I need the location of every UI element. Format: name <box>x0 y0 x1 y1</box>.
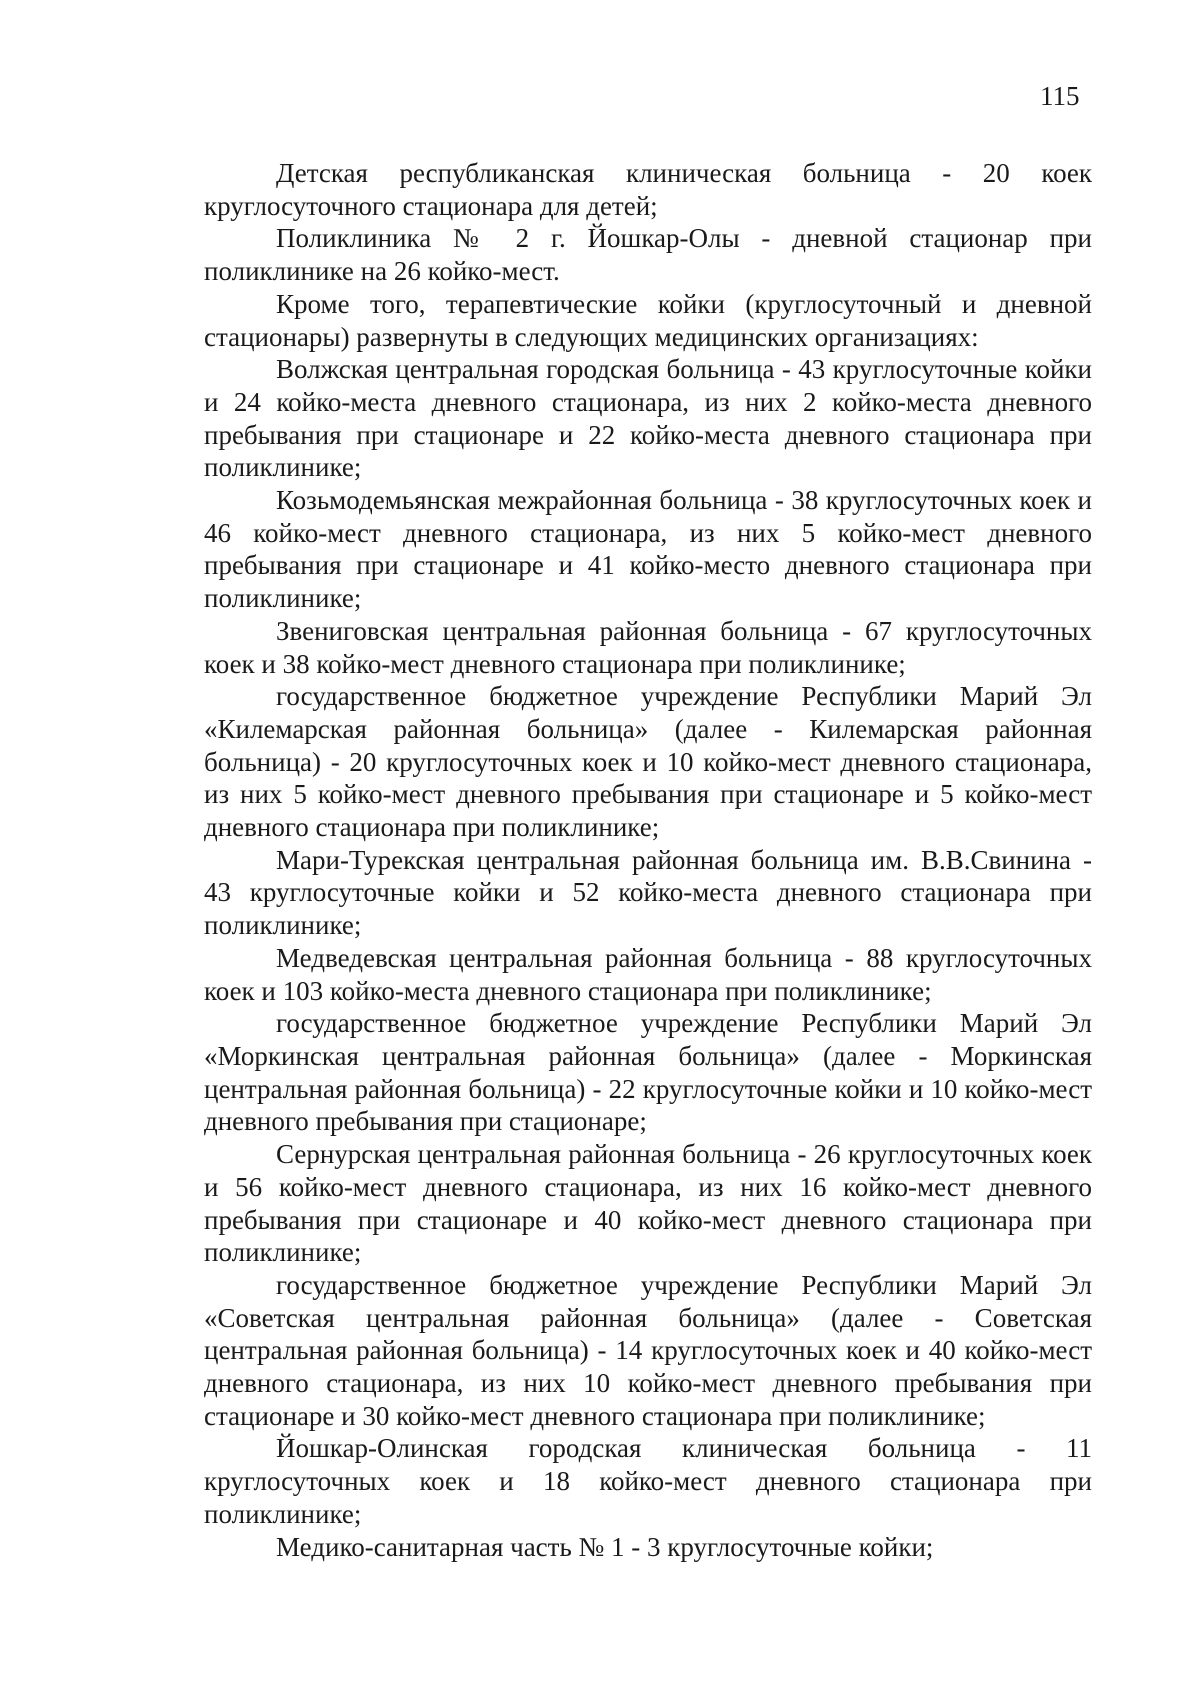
paragraph-polyclinic-2: Поликлиника № 2 г. Йошкар-Олы - дневной стационар при поликлинике на 26 койко-мест. <box>204 223 1092 287</box>
paragraph-zvenigovo-hospital: Звениговская центральная районная больница - 67 круглосуточных коек и 38 койко-мест дневного стационара при поликлинике; <box>204 615 1092 679</box>
page-number: 115 <box>1040 81 1080 111</box>
paragraph-volzhsk-hospital: Волжская центральная городская больница - 43 круглосуточные койки и 24 койко-места дневного стационара, из них 2 койко-места дневного пребывания при стационаре и 22 койко-места дневного стационара при поликлинике; <box>204 354 1092 483</box>
paragraph-sovetsky-hospital: государственное бюджетное учреждение Республики Марий Эл «Советская центральная районная больница» (далее - Советская центральная районная больница) - 14 круглосуточных коек и 40 койко-мест дневного стационара, из них 10 койко-мест дневного пребывания при стационаре и 30 койко-мест дневного стационара при поликлинике; <box>204 1269 1092 1431</box>
paragraph-sernur-hospital: Сернурская центральная районная больница - 26 круглосуточных коек и 56 койко-мест дневного стационара, из них 16 койко-мест дневного пребывания при стационаре и 40 койко-мест дневного стационара при поликлинике; <box>204 1139 1092 1268</box>
paragraph-medical-unit-1: Медико-санитарная часть № 1 - 3 круглосуточные койки; <box>276 1531 934 1562</box>
paragraph-kozmodemyansk-hospital: Козьмодемьянская межрайонная больница - 38 круглосуточных коек и 46 койко-мест дневного стационара, из них 5 койко-мест дневного пребывания при стационаре и 41 койко-место дневного стационара при поликлинике; <box>204 485 1092 614</box>
paragraph-medvedevo-hospital: Медведевская центральная районная больница - 88 круглосуточных коек и 103 койко-места дневного стационара при поликлинике; <box>204 942 1092 1006</box>
paragraph-yoshkar-ola-city-hospital: Йошкар-Олинская городская клиническая больница - 11 круглосуточных коек и 18 койко-мест дневного стационара при поликлинике; <box>204 1433 1092 1529</box>
paragraph-kilemary-hospital: государственное бюджетное учреждение Республики Марий Эл «Килемарская районная больница» (далее - Килемарская районная больница) - 20 круглосуточных коек и 10 койко-мест дневного стационара, из них 5 койко-мест дневного пребывания при стационаре и 5 койко-мест дневного стационара при поликлинике; <box>204 681 1092 843</box>
paragraph-mari-turek-hospital: Мари-Турекская центральная районная больница им. В.В.Свинина - 43 круглосуточные койки и 52 койко-места дневного стационара при поликлинике; <box>204 844 1092 941</box>
document-body <box>204 157 1092 1563</box>
paragraph-therapeutic-beds-intro: Кроме того, терапевтические койки (круглосуточный и дневной стационары) развернуты в следующих медицинских организациях: <box>204 288 1092 352</box>
paragraph-morki-hospital: государственное бюджетное учреждение Республики Марий Эл «Моркинская центральная районная больница» (далее - Моркинская центральная районная больница) - 22 круглосуточные койки и 10 койко-мест дневного пребывания при стационаре; <box>204 1008 1092 1137</box>
paragraph-childrens-hospital: Детская республиканская клиническая больница - 20 коек круглосуточного стационара для детей; <box>204 158 1092 221</box>
